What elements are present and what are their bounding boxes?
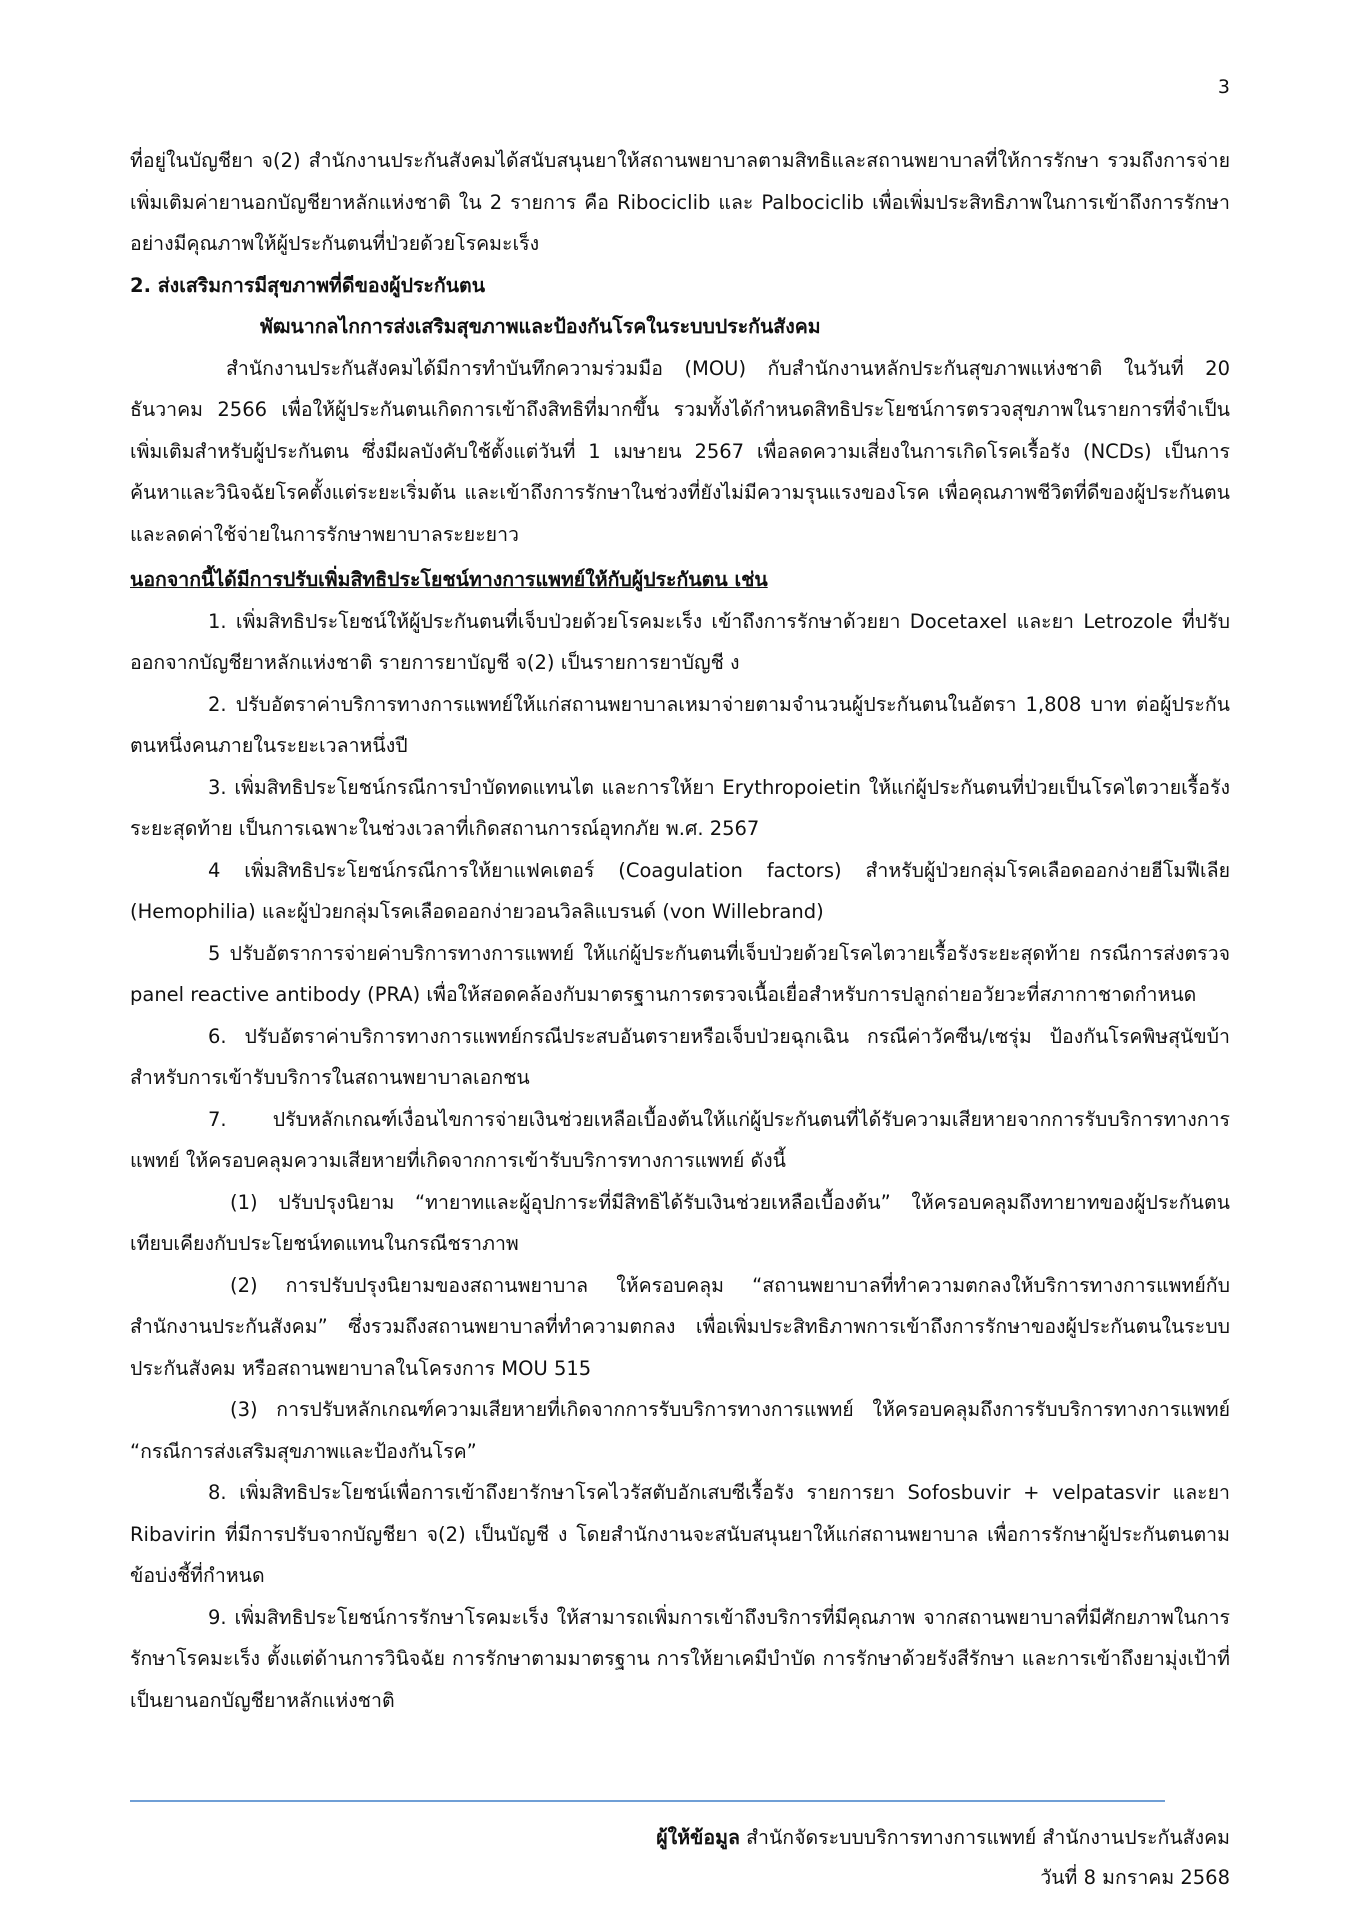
footer-date: วันที่ 8 มกราคม 2568: [1040, 1866, 1230, 1889]
paragraph-mou: สำนักงานประกันสังคมได้มีการทำบันทึกความร่วมมือ (MOU) กับสำนักงานหลักประกันสุขภาพแห่งชาติ ในวันที่ 20 ธันวาคม 2566 เพื่อให้ผู้ประกันตนเกิดการเข้าถึงสิทธิที่มากขึ้น รวมทั้งได้กำหนดสิทธิประโยชน์การตรวจสุขภาพในรายการที่จำเป็นเพิ่มเติมสำหรับผู้ประกันตน ซึ่งมีผลบังคับใช้ตั้งแต่วันที่ 1 เมษายน 2567 เพื่อลดความเสี่ยงในการเกิดโรคเรื้อรัง (NCDs) เป็นการค้นหาและวินิจฉัยโรคตั้งแต่ระยะเริ่มต้น และเข้าถึงการรักษาในช่วงที่ยังไม่มีความรุนแรงของโรค เพื่อคุณภาพชีวิตที่ดีของผู้ประกันตน และลดค่าใช้จ่ายในการรักษาพยาบาลระยะยาว: [130, 356, 1230, 546]
list-item-1: 1. เพิ่มสิทธิประโยชน์ให้ผู้ประกันตนที่เจ็บป่วยด้วยโรคมะเร็ง เข้าถึงการรักษาด้วยยา Docetaxel และยา Letrozole ที่ปรับออกจากบัญชียาหลักแห่งชาติ รายการยาบัญชี จ(2) เป็นรายการยาบัญชี ง: [130, 609, 1230, 674]
list-item-3: 3. เพิ่มสิทธิประโยชน์กรณีการบำบัดทดแทนไต และการให้ยา Erythropoietin ให้แก่ผู้ประกันตนที่ป่วยเป็นโรคไตวายเรื้อรังระยะสุดท้าย เป็นการเฉพาะในช่วงเวลาที่เกิดสถานการณ์อุทกภัย พ.ศ. 2567: [130, 775, 1230, 840]
list-item-2: 2. ปรับอัตราค่าบริการทางการแพทย์ให้แก่สถานพยาบาลเหมาจ่ายตามจำนวนผู้ประกันตนในอัตรา 1,808 บาท ต่อผู้ประกันตนหนึ่งคนภายในระยะเวลาหนึ่งปี: [130, 692, 1230, 757]
footer: [656, 1818, 1230, 1898]
paragraph-continuation: ที่อยู่ในบัญชียา จ(2) สำนักงานประกันสังคมได้สนับสนุนยาให้สถานพยาบาลตามสิทธิและสถานพยาบาลที่ให้การรักษา รวมถึงการจ่ายเพิ่มเติมค่ายานอกบัญชียาหลักแห่งชาติ ใน 2 รายการ คือ Ribociclib และ Palbociclib เพื่อเพิ่มประสิทธิภาพในการเข้าถึงการรักษาอย่างมีคุณภาพให้ผู้ประกันตนที่ป่วยด้วยโรคมะเร็ง: [130, 149, 1230, 255]
list-item-6: 6. ปรับอัตราค่าบริการทางการแพทย์กรณีประสบอันตรายหรือเจ็บป่วยฉุกเฉิน กรณีค่าวัคซีน/เซรุ่ม ป้องกันโรคพิษสุนัขบ้า สำหรับการเข้ารับบริการในสถานพยาบาลเอกชน: [130, 1024, 1230, 1089]
footer-source-line: [656, 1818, 1230, 1858]
list-item-9: 9. เพิ่มสิทธิประโยชน์การรักษาโรคมะเร็ง ให้สามารถเพิ่มการเข้าถึงบริการที่มีคุณภาพ จากสถานพยาบาลที่มีศักยภาพในการรักษาโรคมะเร็ง ตั้งแต่ด้านการวินิจฉัย การรักษาตามมาตรฐาน การให้ยาเคมีบำบัด การรักษาด้วยรังสีรักษา และการเข้าถึงยามุ่งเป้าที่เป็นยานอกบัญชียาหลักแห่งชาติ: [130, 1605, 1230, 1712]
section-subheading: พัฒนากลไกการส่งเสริมสุขภาพและป้องกันโรคในระบบประกันสังคม: [260, 315, 821, 338]
section-heading-2: 2. ส่งเสริมการมีสุขภาพที่ดีของผู้ประกันตน: [130, 273, 486, 297]
footer-divider: [130, 1800, 1165, 1802]
list-item-8: 8. เพิ่มสิทธิประโยชน์เพื่อการเข้าถึงยารักษาโรคไวรัสตับอักเสบซีเรื้อรัง รายการยา Sofosbuvir + velpatasvir และยา Ribavirin ที่มีการปรับจากบัญชียา จ(2) เป็นบัญชี ง โดยสำนักงานจะสนับสนุนยาให้แก่สถานพยาบาล เพื่อการรักษาผู้ประกันตนตามข้อบ่งชี้ที่กำหนด: [130, 1481, 1230, 1587]
page-number: 3: [1217, 76, 1230, 98]
list-item-7: 7. ปรับหลักเกณฑ์เงื่อนไขการจ่ายเงินช่วยเหลือเบื้องต้นให้แก่ผู้ประกันตนที่ได้รับความเสียหายจากการรับบริการทางการแพทย์ ให้ครอบคลุมความเสียหายที่เกิดจากการเข้ารับบริการทางการแพทย์ ดังนี้: [130, 1107, 1230, 1172]
list-item-4: 4 เพิ่มสิทธิประโยชน์กรณีการให้ยาแฟคเตอร์ (Coagulation factors) สำหรับผู้ป่วยกลุ่มโรคเลือดออกง่ายฮีโมฟีเลีย (Hemophilia) และผู้ป่วยกลุ่มโรคเลือดออกง่ายวอนวิลลิแบรนด์ (von Willebrand): [130, 858, 1230, 923]
list-item-5: 5 ปรับอัตราการจ่ายค่าบริการทางการแพทย์ ให้แก่ผู้ประกันตนที่เจ็บป่วยด้วยโรคไตวายเรื้อรังระยะสุดท้าย กรณีการส่งตรวจ panel reactive antibody (PRA) เพื่อให้สอดคล้องกับมาตรฐานการตรวจเนื้อเยื่อสำหรับการปลูกถ่ายอวัยวะที่สภากาชาดกำหนด: [130, 941, 1230, 1006]
footer-label: ผู้ให้ข้อมูล: [656, 1826, 740, 1849]
document-body: [130, 140, 1230, 1721]
list-heading: นอกจากนี้ได้มีการปรับเพิ่มสิทธิประโยชน์ทางการแพทย์ให้กับผู้ประกันตน เช่น: [130, 568, 768, 591]
list-subitem-7-1: (1) ปรับปรุงนิยาม “ทายาทและผู้อุปการะที่มีสิทธิได้รับเงินช่วยเหลือเบื้องต้น” ให้ครอบคลุมถึงทายาทของผู้ประกันตนเทียบเคียงกับประโยชน์ทดแทนในกรณีชราภาพ: [130, 1190, 1230, 1255]
list-subitem-7-3: (3) การปรับหลักเกณฑ์ความเสียหายที่เกิดจากการรับบริการทางการแพทย์ ให้ครอบคลุมถึงการรับบริการทางการแพทย์ “กรณีการส่งเสริมสุขภาพและป้องกันโรค”: [130, 1398, 1230, 1463]
footer-source: สำนักจัดระบบบริการทางการแพทย์ สำนักงานประกันสังคม: [739, 1826, 1230, 1849]
list-subitem-7-2: (2) การปรับปรุงนิยามของสถานพยาบาล ให้ครอบคลุม “สถานพยาบาลที่ทำความตกลงให้บริการทางการแพทย์กับสำนักงานประกันสังคม” ซึ่งรวมถึงสถานพยาบาลที่ทำความตกลง เพื่อเพิ่มประสิทธิภาพการเข้าถึงการรักษาของผู้ประกันตนในระบบประกันสังคม หรือสถานพยาบาลในโครงการ MOU 515: [130, 1273, 1230, 1380]
